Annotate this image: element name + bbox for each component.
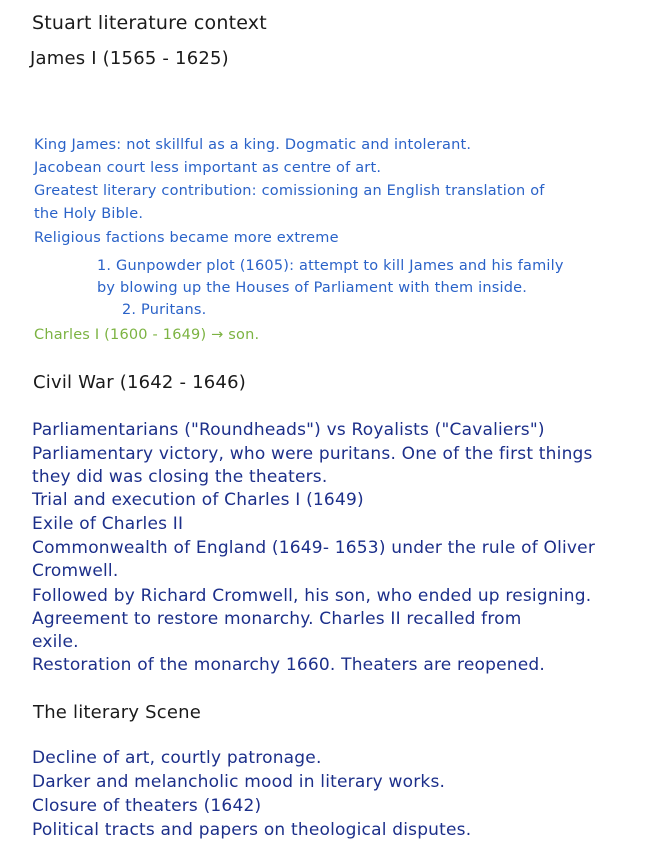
note-line: Parliamentarians ("Roundheads") vs Royalists ("Cavaliers"): [32, 420, 545, 440]
section-heading-literary-scene: The literary Scene: [33, 702, 202, 723]
charles-note: Charles I (1600 - 1649) → son.: [34, 327, 260, 343]
note-line: Restoration of the monarchy 1660. Theaters are reopened.: [32, 655, 545, 675]
note-line: Cromwell.: [32, 561, 119, 581]
note-line: Greatest literary contribution: comissioning an English translation of: [34, 183, 545, 199]
note-line: Darker and melancholic mood in literary works.: [32, 772, 446, 792]
note-line: Jacobean court less important as centre of art.: [34, 160, 382, 176]
faction-item: 1. Gunpowder plot (1605): attempt to kill James and his family: [97, 258, 564, 274]
note-line: Agreement to restore monarchy. Charles II recalled from: [32, 609, 522, 629]
note-line: Religious factions became more extreme: [34, 230, 339, 246]
note-line: Exile of Charles II: [32, 514, 184, 534]
note-line: Commonwealth of England (1649- 1653) under the rule of Oliver: [32, 538, 596, 558]
faction-item: by blowing up the Houses of Parliament with them inside.: [97, 280, 528, 296]
faction-item: 2. Puritans.: [122, 302, 207, 318]
note-line: exile.: [32, 632, 79, 652]
page-title: Stuart literature context: [32, 12, 267, 34]
note-line: the Holy Bible.: [34, 206, 144, 222]
note-line: King James: not skillful as a king. Dogmatic and intolerant.: [34, 137, 472, 153]
note-line: Closure of theaters (1642): [32, 796, 262, 816]
note-line: Decline of art, courtly patronage.: [32, 748, 322, 768]
note-line: Parliamentary victory, who were puritans. One of the first things: [32, 444, 593, 464]
note-line: Political tracts and papers on theological disputes.: [32, 820, 472, 840]
note-line: Trial and execution of Charles I (1649): [32, 490, 364, 510]
page-subtitle: James I (1565 - 1625): [30, 48, 229, 69]
note-line: Followed by Richard Cromwell, his son, who ended up resigning.: [32, 586, 592, 606]
note-line: they did was closing the theaters.: [32, 467, 328, 487]
section-heading-civil-war: Civil War (1642 - 1646): [33, 372, 246, 393]
